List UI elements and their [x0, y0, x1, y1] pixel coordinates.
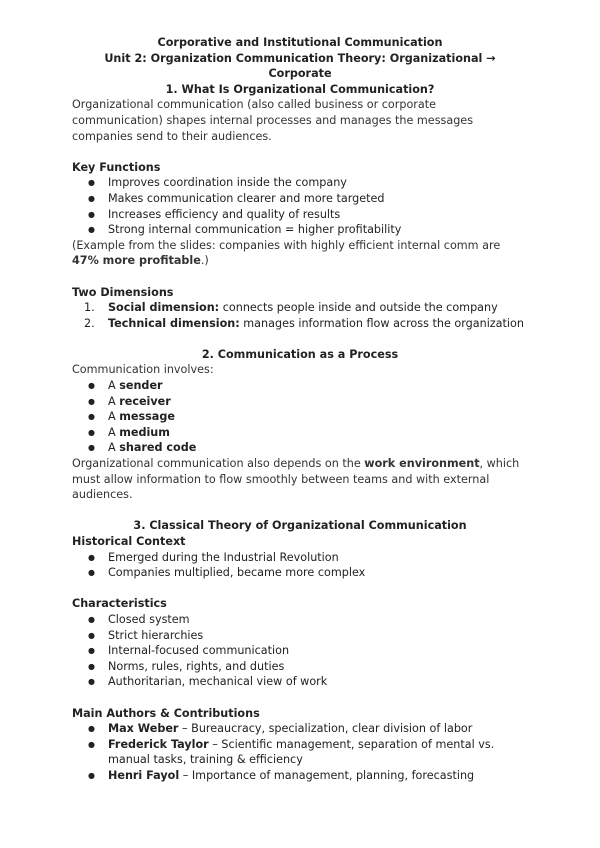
historical-context-list — [72, 550, 528, 581]
list-item: ● Companies multiplied, became more complex — [72, 565, 528, 581]
list-item: ● Closed system — [72, 612, 528, 628]
historical-context-heading: Historical Context — [72, 535, 186, 548]
dimensions-list — [72, 300, 528, 331]
list-item: ● A receiver — [72, 394, 528, 410]
list-item: 2. Technical dimension: manages information flow across the organization — [84, 316, 524, 330]
list-item: ● Authoritarian, mechanical view of work — [72, 674, 528, 690]
course-title: Corporative and Institutional Communication — [157, 36, 443, 49]
list-item: ● Internal-focused communication — [72, 643, 528, 659]
list-item: ● A shared code — [72, 440, 528, 456]
section1-heading: 1. What Is Organizational Communication? — [165, 82, 435, 96]
section2-heading: 2. Communication as a Process — [201, 347, 399, 361]
list-item: ● A medium — [72, 425, 528, 441]
work-environment-note: Organizational communication also depends on the work environment, which must allow information to flow smoothly between teams and with external audiences. — [72, 457, 520, 502]
unit-title: Unit 2: Organization Communication Theory: Organizational → Corporate — [104, 51, 496, 81]
dimensions-heading: Two Dimensions — [72, 285, 174, 299]
example-note: (Example from the slides: companies with highly efficient internal comm are 47% more profitable.) — [72, 238, 501, 268]
list-item: ● Strong internal communication = higher profitability — [72, 222, 528, 238]
list-item: ● Max Weber – Bureaucracy, specialization, clear division of labor — [72, 721, 528, 737]
section2-intro: Communication involves: — [72, 363, 214, 377]
list-item: ● Norms, rules, rights, and duties — [72, 659, 528, 675]
characteristics-heading: Characteristics — [72, 597, 167, 611]
characteristics-list — [72, 612, 528, 690]
authors-heading: Main Authors & Contributions — [72, 706, 260, 720]
list-item: ● Frederick Taylor – Scientific management, separation of mental vs. manual tasks, training & efficiency — [72, 737, 528, 768]
section3-heading: 3. Classical Theory of Organizational Communication — [133, 519, 467, 533]
list-item: ● Increases efficiency and quality of results — [72, 207, 528, 223]
key-functions-list — [72, 175, 528, 237]
list-item: ● A message — [72, 409, 528, 425]
key-functions-heading: Key Functions — [72, 160, 161, 174]
list-item: 1. Social dimension: connects people inside and outside the company — [84, 301, 498, 315]
list-item: ● Emerged during the Industrial Revolution — [72, 550, 528, 566]
section1-intro: Organizational communication (also called business or corporate communication) shapes internal processes and manages the messages companies send to their audiences. — [72, 98, 474, 143]
authors-list — [72, 721, 528, 783]
list-item: ● Improves coordination inside the company — [72, 175, 528, 191]
list-item: ● Makes communication clearer and more targeted — [72, 191, 528, 207]
list-item: ● Strict hierarchies — [72, 628, 528, 644]
list-item: ● Henri Fayol – Importance of management, planning, forecasting — [72, 768, 528, 784]
process-elements-list — [72, 378, 528, 456]
list-item: ● A sender — [72, 378, 528, 394]
